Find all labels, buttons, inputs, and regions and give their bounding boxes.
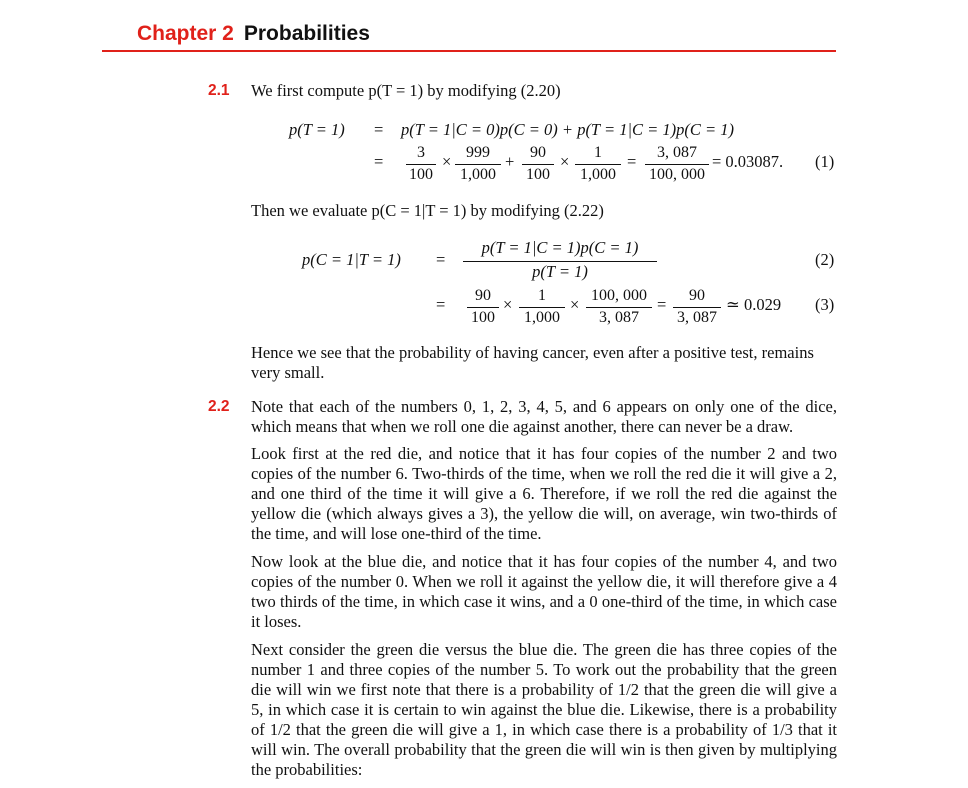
eq1-f1-den: 100 [409, 166, 433, 183]
eq3-f3-num: 100, 000 [591, 287, 647, 304]
eq1-times-1: × [442, 152, 452, 171]
eq1-f2-den: 1,000 [460, 166, 496, 183]
eq1-f3-den: 100 [526, 166, 550, 183]
eq2-lhs: p(C = 1|T = 1) [302, 250, 401, 269]
exercise-number-2-2: 2.2 [208, 398, 230, 415]
eq1-f5-num: 3, 087 [657, 144, 697, 161]
eq2-denominator: p(T = 1) [532, 262, 588, 281]
eq1-equals: = [374, 120, 384, 139]
eq1-f2-num: 999 [466, 144, 490, 161]
paragraph-4: Next consider the green die versus the blue die. The green die has three copies of the number 1 and three copies of the number 5. To work out the probability that the green die will win we first note that there is a probability of 1/2 that the green die will give a 5, in which case it is certain to win against the blue die. Likewise, there is a probability of 1/2 that the green die will give a 1, in which case there is a probability of 1/3 that it will win. The overall probability that the green die will win is then given by multiplying the probabilities: [251, 640, 837, 779]
eq3-equals-2: = [657, 295, 667, 314]
eq3-result: ≃ 0.029 [726, 295, 782, 314]
eq3-f3-den: 3, 087 [599, 309, 639, 326]
eq1-f5-den: 100, 000 [649, 166, 705, 183]
eq1-equals-3: = [627, 152, 637, 171]
eq1-result: = 0.03087. [712, 152, 784, 171]
chapter-rule [102, 50, 836, 52]
intro-text: We first compute p(T = 1) by modifying (2.20) [251, 81, 561, 100]
eq3-f2-num: 1 [538, 287, 546, 304]
eq3-tag: (3) [815, 295, 835, 314]
paragraph-3: Now look at the blue die, and notice that it has four copies of the number 4, and two copies of the number 0. When we roll it against the yellow die, it will therefore give a 4 two thirds of the time, in which case it wins, and a 0 one-third of the time, in which case it loses. [251, 552, 837, 631]
eq1-plus: + [505, 152, 515, 171]
eq3-f4-den: 3, 087 [677, 309, 717, 326]
eq1-f4-den: 1,000 [580, 166, 616, 183]
eq1-f3-num: 90 [530, 144, 546, 161]
chapter-title: Probabilities [243, 22, 370, 45]
conclusion-line-1: Hence we see that the probability of having cancer, even after a positive test, remains [251, 343, 814, 362]
eq1-equals-2: = [374, 152, 384, 171]
eq1-tag: (1) [815, 152, 835, 171]
chapter-heading [137, 22, 370, 46]
eq3-f4-num: 90 [689, 287, 705, 304]
chapter-label: Chapter 2 [137, 22, 234, 45]
eq3-f1-num: 90 [475, 287, 491, 304]
eq2-numerator: p(T = 1|C = 1)p(C = 1) [481, 238, 639, 257]
eq1-f1-num: 3 [417, 144, 425, 161]
conclusion-line-2: very small. [251, 363, 325, 382]
eq2-equals: = [436, 250, 446, 269]
eq1-rhs: p(T = 1|C = 0)p(C = 0) + p(T = 1|C = 1)p(C = 1) [401, 120, 734, 139]
paragraph-1: Note that each of the numbers 0, 1, 2, 3, 4, 5, and 6 appears on only one of the dice, which means that when we roll one die against another, there can never be a draw. [251, 397, 837, 436]
then-text: Then we evaluate p(C = 1|T = 1) by modifying (2.22) [251, 201, 604, 220]
eq1-lhs: p(T = 1) [289, 120, 345, 139]
eq3-f2-den: 1,000 [524, 309, 560, 326]
paragraph-2: Look first at the red die, and notice that it has four copies of the number 2 and two copies of the number 6. Two-thirds of the time, when we roll the red die it will give a 2, and one third of the time it will give a 6. Therefore, if we roll the red die against the yellow die (which always gives a 3), the yellow die will, on average, win two-thirds of the time, and will lose one-third of the time. [251, 444, 837, 543]
eq1-times-2: × [560, 152, 570, 171]
eq3-equals: = [436, 295, 446, 314]
eq1-f4-num: 1 [594, 144, 602, 161]
exercise-number-2-1: 2.1 [208, 82, 230, 99]
eq3-f1-den: 100 [471, 309, 495, 326]
eq3-times-2: × [570, 295, 580, 314]
eq2-tag: (2) [815, 250, 835, 269]
eq3-times-1: × [503, 295, 513, 314]
